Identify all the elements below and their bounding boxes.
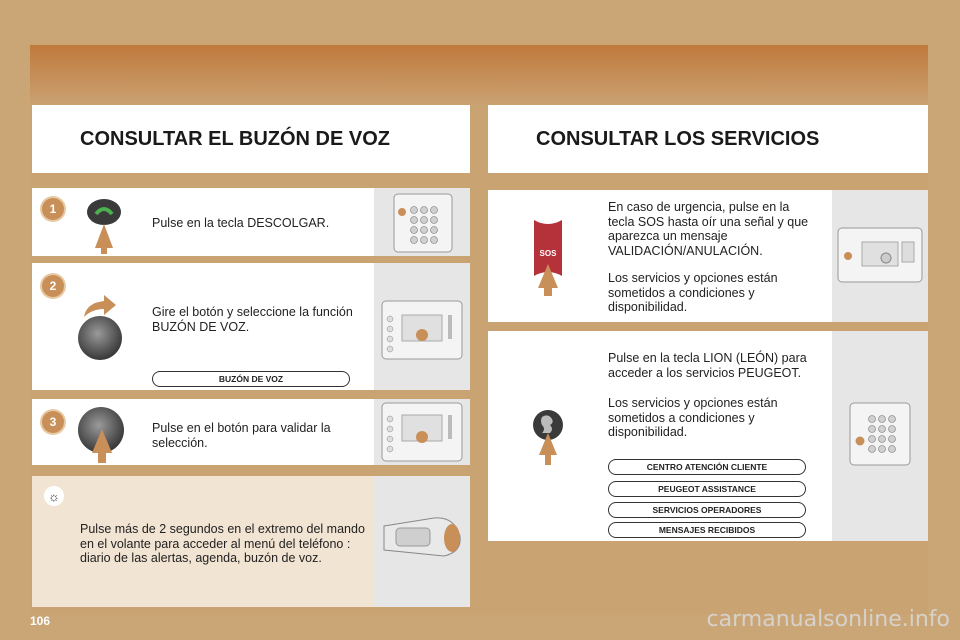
sos-panel [488,190,928,322]
lion-button-icon[interactable] [528,409,568,465]
step-2-text: Gire el botón y seleccione la función BUZÓN DE VOZ. [152,305,353,334]
tip-panel [32,476,470,607]
radio-keypad-icon [832,331,928,541]
sos-button-icon[interactable] [526,216,570,296]
radio-unit-icon [374,399,470,465]
radio-unit-icon [374,263,470,390]
menu-option-customer-center[interactable]: CENTRO ATENCIÓN CLIENTE [608,459,806,475]
device-illustration [374,263,470,390]
device-illustration [374,399,470,465]
tip-text: Pulse más de 2 segundos en el extremo del mando en el volante para acceder al menú del teléfono : diario de las alertas, agenda, buzón de voz. [80,522,365,565]
lion-text: Pulse en la tecla LION (LEÓN) para acceder a los servicios PEUGEOT. [608,351,807,380]
step-3-text: Pulse en el botón para validar la selección. [152,421,331,450]
step-number: 2 [42,275,64,297]
steering-stalk-icon [374,476,470,607]
menu-option-operator-services[interactable]: SERVICIOS OPERADORES [608,502,806,518]
right-title: CONSULTAR LOS SERVICIOS [536,127,820,150]
page-number: 106 [30,614,51,628]
step-1-panel [32,188,470,256]
rotary-knob[interactable] [78,316,122,360]
left-title: CONSULTAR EL BUZÓN DE VOZ [80,127,390,150]
lion-panel [488,331,928,541]
menu-option-voicemail[interactable]: BUZÓN DE VOZ [152,371,350,387]
watermark: carmanualsonline.info [706,607,950,632]
tip-lightbulb-icon: ☼ [44,486,64,506]
device-illustration [374,188,470,256]
lion-note: Los servicios y opciones están sometidos a condiciones y disponibilidad. [608,396,778,439]
right-header [488,105,928,173]
answer-key-icon[interactable] [82,194,126,254]
menu-option-received-messages[interactable]: MENSAJES RECIBIDOS [608,522,806,538]
device-illustration [832,331,928,541]
step-2-panel [32,263,470,390]
left-header [32,105,470,173]
step-number: 1 [42,198,64,220]
device-illustration [374,476,470,607]
press-arrow-icon [90,427,114,465]
radio-unit-icon [832,190,928,322]
sos-text: En caso de urgencia, pulse en la tecla SOS hasta oír una señal y que aparezca un mensaje VALIDACIÓN/ANULACIÓN. [608,200,809,258]
top-band [30,45,928,105]
menu-option-peugeot-assistance[interactable]: PEUGEOT ASSISTANCE [608,481,806,497]
step-1-text: Pulse en la tecla DESCOLGAR. [152,216,330,230]
sos-note: Los servicios y opciones están sometidos a condiciones y disponibilidad. [608,271,778,314]
step-3-panel [32,399,470,465]
radio-keypad-icon [374,188,470,256]
step-number: 3 [42,411,64,433]
sos-label: SOS [539,249,557,258]
device-illustration [832,190,928,322]
